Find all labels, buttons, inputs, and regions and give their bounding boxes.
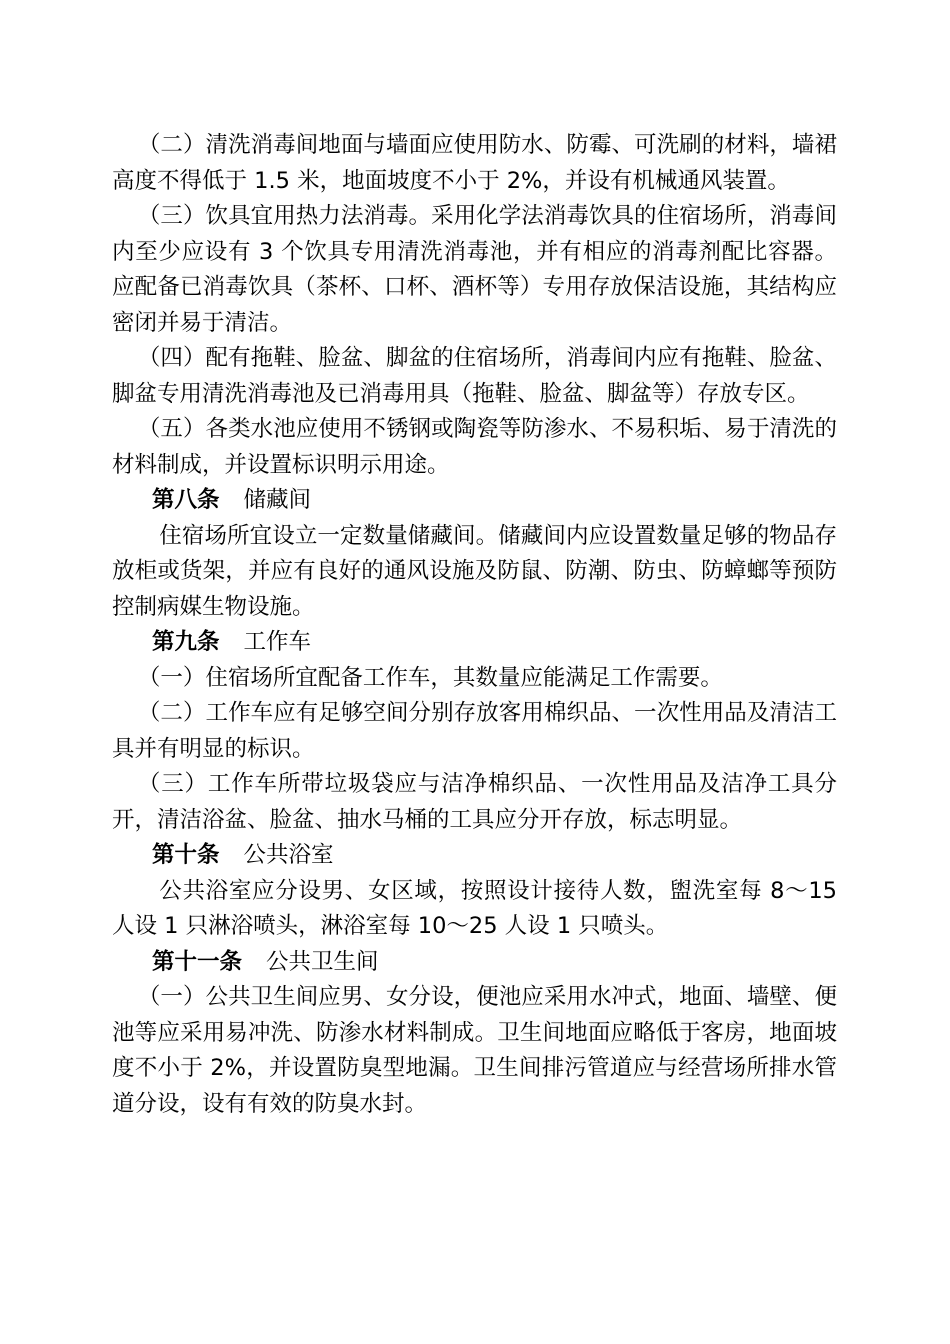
article-9-number: 第九条 [152,629,220,655]
paragraph-water-basin-materials: （五）各类水池应使用不锈钢或陶瓷等防渗水、不易积垢、易于清洗的材料制成，并设置标识明示用途。 [112,416,837,478]
article-8-number: 第八条 [152,487,220,513]
article-11-number: 第十一条 [152,948,243,975]
article-9-item-3: （三）工作车所带垃圾袋应与洁净棉织品、一次性用品及洁净工具分开，清洁浴盆、脸盆、抽水马桶的工具应分开存放，标志明显。 [112,771,837,833]
article-9-title: 工作车 [243,629,312,655]
article-10-body: 公共浴室应分设男、女区域，按照设计接待人数，盥洗室每 8～15 人设 1 只淋浴喷头，淋浴室每 10～25 人设 1 只喷头。 [112,877,837,939]
article-10-title: 公共浴室 [243,842,334,868]
article-11-item-1: （一）公共卫生间应男、女分设，便池应采用水冲式，地面、墙壁、便池等应采用易冲洗、防渗水材料制成。卫生间地面应略低于客房，地面坡度不小于 2%，并设置防臭型地漏。卫生间排污管道应与经营场所排水管道分设，设有有效的防臭水封。 [112,984,837,1117]
paragraph-drinkware-disinfection: （三）饮具宜用热力法消毒。采用化学法消毒饮具的住宿场所，消毒间内至少应设有 3 个饮具专用清洗消毒池，并有相应的消毒剂配比容器。应配备已消毒饮具（茶杯、口杯、酒杯等）专用存放保洁设施，其结构应密闭并易于清洁。 [112,203,837,336]
article-11-title: 公共卫生间 [266,948,379,975]
paragraph-slipper-basin-disinfection: （四）配有拖鞋、脸盆、脚盆的住宿场所，消毒间内应有拖鞋、脸盆、脚盆专用清洗消毒池及已消毒用具（拖鞋、脸盆、脚盆等）存放专区。 [112,345,837,407]
article-11-heading [112,945,837,981]
document-body [112,128,837,1122]
article-8-title: 储藏间 [243,487,312,513]
article-9-item-2: （二）工作车应有足够空间分别存放客用棉织品、一次性用品及清洁工具并有明显的标识。 [112,700,837,762]
article-8-heading [112,483,837,519]
article-9-item-1: （一）住宿场所宜配备工作车，其数量应能满足工作需要。 [137,664,723,691]
article-10-heading [112,838,837,874]
article-9-heading [112,625,837,661]
article-8-body: 住宿场所宜设立一定数量储藏间。储藏间内应设置数量足够的物品存放柜或货架，并应有良好的通风设施及防鼠、防潮、防虫、防蟑螂等预防控制病媒生物设施。 [112,522,837,620]
paragraph-disinfection-floor-wall: （二）清洗消毒间地面与墙面应使用防水、防霉、可洗刷的材料，墙裙高度不得低于 1.5 米，地面坡度不小于 2%，并设有机械通风装置。 [112,132,837,194]
article-10-number: 第十条 [152,842,220,868]
